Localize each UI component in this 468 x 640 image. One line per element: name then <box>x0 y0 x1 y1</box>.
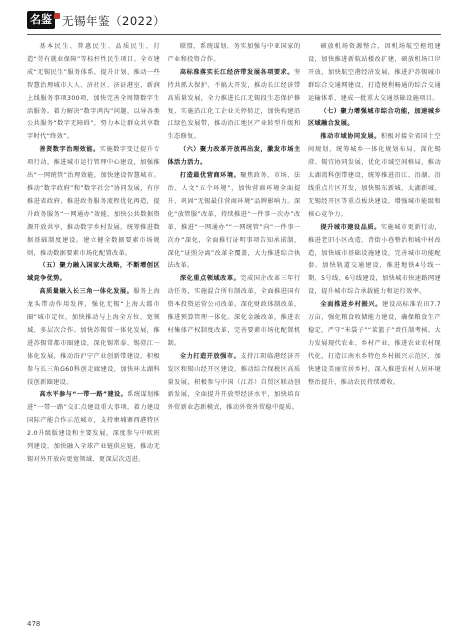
paragraph <box>168 67 301 144</box>
paragraph <box>27 286 160 389</box>
body-text: 基本民生、普惠民生、品质民生，打造“劳有就业保障”等标杆性民生项目。全市建成“无锡民生”服务体系，提升计划、推动一些智慧治理城市人人、济社区、济证港室、新润上线服务事项300项，加快完善全周期数字生活服务。着力解决“数字鸿沟”问题，以导各类公共服务“数字无障碍”，努力本让群众共享数字时代“终效”。 <box>27 43 160 141</box>
subheading: 高标准落实长江经济带发展各项要求。 <box>179 68 294 76</box>
subheading: 深化重点领域改革。 <box>179 275 241 283</box>
paragraph <box>308 131 441 221</box>
subheading: 全力打造开放强市。 <box>179 352 241 360</box>
logo-text: 名鉴 <box>30 13 52 26</box>
section-heading: （六）聚力改革开放再出发，激发市场主体活力活力。 <box>167 146 301 167</box>
body-text: 服务上海龙头带动作用发挥，强化无锡“上海大都市圈”城市定位，加快推动与上海全方位、宽领域、多层次合作。加快苏锡常一体化发展，推进苏锡常都市圈建设，深化锡常泰、锡澄江一体化发展，推动沿沪宁产业创新带建设，积极参与长三角G60科创走廊建设，加快环太湖科技创新圈建设。 <box>27 288 160 386</box>
paragraph <box>27 144 160 260</box>
body-text: 积极对接全省国土空间规划，统筹城乡一体化规划布局，深化锡澄、锡宜协同发展，优化市域空间格局，推动太湖湾科创带建设，统筹推进沿江、沿湖、沿线重点片区开发，加快锡东新城、太湖新城、无锡经开区等重点板块建设，增强城市能级和核心竞争力。 <box>308 133 441 218</box>
page-number: 478 <box>27 620 41 628</box>
paragraph <box>168 41 301 67</box>
yearbook-logo <box>27 11 55 29</box>
subheading: 善贤数字治理效能。 <box>39 146 100 154</box>
text-column-2 <box>168 41 301 615</box>
paragraph <box>168 144 301 170</box>
section-heading: （五）聚力融入国家大战略，不断增创区域竞争优势。 <box>27 262 160 283</box>
paragraph <box>27 41 160 144</box>
body-text: 聚焦政务、市场、法治、人文“五个环境”，加快营商环境全面提升，巩固“无锡最佳营商环境”品牌影响力。深化“放管服”改革，持续推进“一件事一次办”改革，推进“一网通办”“一网统管”向“一件事一次办”深化，全面推行证明事项告知承诺制，深化“证照分离”改革全覆盖，大力推进综合执法改革。 <box>167 172 301 270</box>
subheading: 全面推进乡村振兴。 <box>320 301 383 309</box>
body-text: 实施数字变迁提升专项行动，推进城市运行管理中心建设，加强推出“一网统管”治理效能，加快建设智慧城市。推动“数字政府”和“数字社会”协同发展，有序推进省政府、推进政务服务流程优化再造，提升政务服务“一网通办”效能，加快公共数据资源开放共享，推动数字乡村发展，统筹推进数据基础制度建设。建立健全数据要素市场规则，推动数据要素市场化配置改革。 <box>27 146 160 257</box>
paragraph <box>308 299 441 389</box>
body-text: 建设高标准农田7.7万亩，强化粮食收储能力建设，确保粮食生产稳定，严守“米袋子”“菜篮子”责任制考核。大力发展现代农业、乡村产业，推进农业农村现代化，打造江南水乡特色乡村振兴示范区，加快建设美丽宜居乡村，深入推进农村人居环境整治提升，推动农民持续增收。 <box>308 301 441 386</box>
body-text: 实施城市更新行动，推进老旧小区改造、背街小巷整治和城中村改造，加快城市基础设施建设，完善城市功能配套。加快轨道交通建设，推进地铁4号线一期、5号线、6号线建设，加快城市快速路网建设，提升城市综合承载能力和运行效率。 <box>308 223 441 296</box>
body-text: 坚持共抓大保护、不搞大开发，推动长江经济带高质量发展，全力推进长江无锡段生态保护修复，实施沿江化工企业关停转迁，加快构建沿江绿色发展带，推动沿江地区产业转型升级和生态修复。 <box>167 68 301 141</box>
paragraph <box>308 106 441 132</box>
yearbook-title: 无锡年鉴（2022） <box>62 14 166 28</box>
subheading: 高质量融入长三角一体化发展。 <box>39 288 134 296</box>
text-column-1 <box>27 41 160 615</box>
body-text: 联盟，系统谋划、务实加强与中亚国家的产业和投资合作。 <box>167 43 301 63</box>
paragraph <box>168 170 301 273</box>
section-heading: （七）聚力增强城市综合功能，加速城乡区域融合发展。 <box>308 107 441 128</box>
body-text: 支持江阴临港经济开发区和锡山经开区建设，推动综合保税区高质量发展，积极参与中国（江苏）自贸区联动创新发展，全面提升开放型经济水平，加快培育外贸新业态新模式，推动外资外贸稳中提质。 <box>167 352 301 412</box>
text-column-3 <box>308 41 441 615</box>
body-text: 系统谋划推进“一带一路”交汇点建设重大事项，着力建设国际产能合作示范城市，支持柬埔寨西港特区2.0升级版建设和主要发展，深度参与中欧班列建设，加快融入全球产业链供应链，推动无锡对外开放向更宽领域、更深层次迈进。 <box>27 391 160 463</box>
paragraph <box>27 260 160 286</box>
paragraph <box>168 273 301 350</box>
page-header <box>0 0 468 34</box>
paragraph <box>308 41 441 106</box>
red-seal-icon <box>54 13 60 19</box>
subheading: 推动市域协同发展。 <box>320 133 381 141</box>
paragraph <box>27 389 160 466</box>
body-text: 完成国企改革三年行动任务，实施混合所有制改革，全面推进国有资本投资运营公司改革。深化财政体制改革，推进预算管理一体化。深化金融改革，推进农村集体产权制度改革，完善要素市场化配置机制。 <box>167 275 301 347</box>
paragraph <box>308 222 441 299</box>
subheading: 打造最优营商环境。 <box>179 172 241 180</box>
body-text: 硕放机场资源整合，因机场航空枢纽建设，加快推进新航站楼改扩建，硕放机场口岸开放，加快航空港经济发展，推进沪苏锡城市群综合交通网建设，打造便利畅通的综合交通运输体系，建成一批重大交通基础设施项目。 <box>308 43 441 102</box>
subheading: 高水平参与“一带一路”建设。 <box>39 391 128 399</box>
paragraph <box>168 351 301 416</box>
subheading: 提升城市建设品质。 <box>320 223 381 231</box>
text-columns <box>27 41 441 615</box>
header-divider <box>27 34 441 35</box>
